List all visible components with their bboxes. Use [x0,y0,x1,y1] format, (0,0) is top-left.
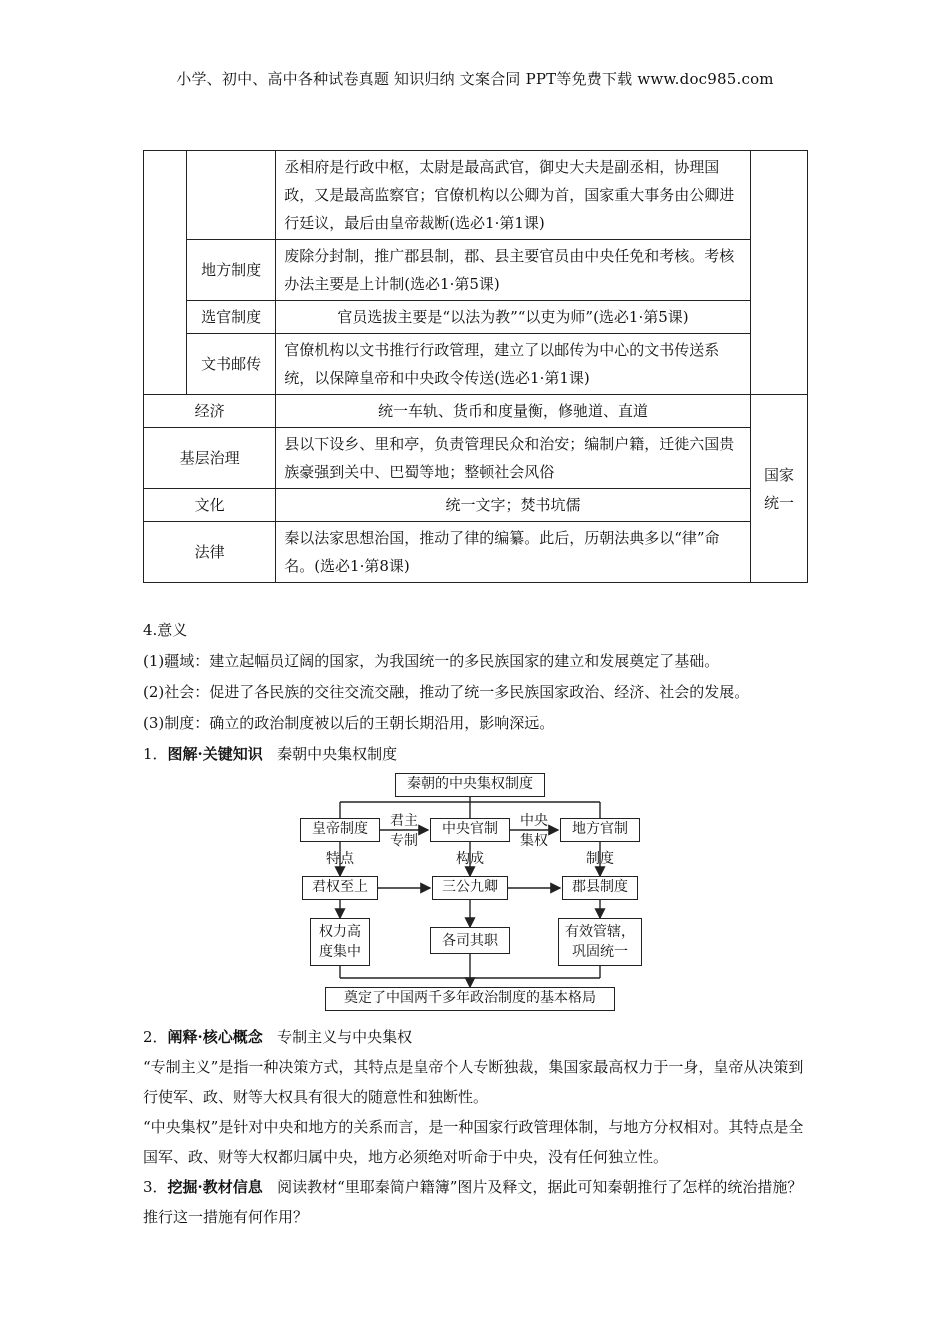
section1-num: 1． [143,745,168,763]
table-cell-unity: 国家统一 [750,395,807,583]
table-label-grass: 基层治理 [144,428,276,489]
diagram-supreme-box: 君权至上 [302,876,378,900]
diagram-label-jiquan: 集权 [520,833,548,849]
diagram-label-zhidu: 制度 [586,851,614,867]
table-label-econ: 经济 [144,395,276,428]
page-header: 小学、初中、高中各种试卷真题 知识归纳 文案合同 PPT等免费下载 www.doc985.com [176,70,774,88]
table-row [144,489,808,522]
concept-section [143,1022,811,1232]
section2-subtitle: 专制主义与中央集权 [277,1028,413,1046]
diagram-emperor-box: 皇帝制度 [300,818,380,842]
section3-title: 挖掘·教材信息 [167,1178,263,1196]
qin-system-table [143,150,808,583]
table-label-official: 选官制度 [187,301,276,334]
table-cell-grass: 县以下设乡、里和亭，负责管理民众和治安；编制户籍，迁徙六国贵族豪强到关中、巴蜀等地；整顿社会风俗 [276,428,751,489]
table-row [144,301,808,334]
diagram-label-junzhu: 君主 [390,813,418,829]
diagram-label-zhongyang: 中央 [520,813,548,829]
table-row [144,334,808,395]
table-label-law: 法律 [144,522,276,583]
table-cell-law: 秦以法家思想治国，推动了律的编纂。此后，历朝法典多以“律”命名。(选必1·第8课) [276,522,751,583]
significance-p2: (2)社会：促进了各民族的交往交流交融，推动了统一多民族国家政治、经济、社会的发展。 [143,683,750,701]
diagram-each-box: 各司其职 [430,927,510,954]
diagram-label-zhuanzhi: 专制 [390,833,418,849]
diagram-effect-box [558,918,642,966]
significance-title: 4.意义 [143,621,188,639]
significance-p3: (3)制度：确立的政治制度被以后的王朝长期沿用，影响深远。 [143,714,555,732]
table-row [144,522,808,583]
table-label-culture: 文化 [144,489,276,522]
table-cell-local: 废除分封制，推广郡县制，郡、县主要官员由中央任免和考核。考核办法主要是上计制(选必1·第5课) [276,240,751,301]
diagram-effect-line2: 巩固统一 [572,944,628,960]
section3-text: 阅读教材“里耶秦简户籍簿”图片及释文，据此可知秦朝推行了怎样的统治措施？推行这一措施有何作用？ [143,1178,803,1226]
table-cell-blank [750,151,807,395]
section2-num: 2． [143,1028,168,1046]
table-cell-doc: 官僚机构以文书推行行政管理，建立了以邮传为中心的文书传送系统，以保障皇帝和中央政令传送(选必1·第1课) [276,334,751,395]
table-label-doc: 文书邮传 [187,334,276,395]
section3-block [143,1172,811,1232]
diagram-bottom-box: 奠定了中国两千多年政治制度的基本格局 [325,987,615,1011]
table-cell-econ: 统一车轨、货币和度量衡，修驰道、直道 [276,395,751,428]
table-cell-blank [187,151,276,240]
section2-heading [143,1022,811,1052]
section1-title: 图解·关键知识 [167,745,263,763]
section1-subtitle: 秦朝中央集权制度 [277,745,398,763]
diagram-central-box: 中央官制 [430,818,510,842]
diagram-power-box [310,918,370,966]
diagram-local-box: 地方官制 [560,818,640,842]
table-row [144,395,808,428]
diagram-power-line1: 权力高 [319,924,361,940]
diagram-effect-line1: 有效管辖， [565,924,635,940]
section2-title: 阐释·核心概念 [167,1028,263,1046]
table-row [144,428,808,489]
significance-section [143,615,811,770]
table-row [144,151,808,240]
section3-num: 3． [143,1178,168,1196]
table-row [144,240,808,301]
table-label-local: 地方制度 [187,240,276,301]
section2-p2: “中央集权”是针对中央和地方的关系而言，是一种国家行政管理体制，与地方分权相对。其特点是全国军、政、财等大权都归属中央，地方必须绝对听命于中央，没有任何独立性。 [143,1118,804,1166]
table-cell-culture: 统一文字；焚书坑儒 [276,489,751,522]
table-cell-central: 丞相府是行政中枢，太尉是最高武官，御史大夫是副丞相，协理国政，又是最高监察官；官僚机构以公卿为首，国家重大事务由公卿进行廷议，最后由皇帝裁断(选必1·第1课) [276,151,751,240]
diagram-sangong-box: 三公九卿 [432,876,508,900]
table-cell-blank [144,151,187,395]
significance-p1: (1)疆域：建立起幅员辽阔的国家，为我国统一的多民族国家的建立和发展奠定了基础。 [143,652,720,670]
diagram-label-goucheng: 构成 [456,851,484,867]
section1-heading [143,739,811,770]
diagram-junxian-box: 郡县制度 [562,876,638,900]
table-cell-official: 官员选拔主要是“以法为教”“以吏为师”(选必1·第5课) [276,301,751,334]
diagram-label-tedian: 特点 [326,851,354,867]
diagram-power-line2: 度集中 [319,944,361,960]
section2-p1: “专制主义”是指一种决策方式，其特点是皇帝个人专断独裁，集国家最高权力于一身，皇帝从决策到行使军、政、财等大权具有很大的随意性和独断性。 [143,1058,804,1106]
diagram-top-box: 秦朝的中央集权制度 [395,773,545,797]
